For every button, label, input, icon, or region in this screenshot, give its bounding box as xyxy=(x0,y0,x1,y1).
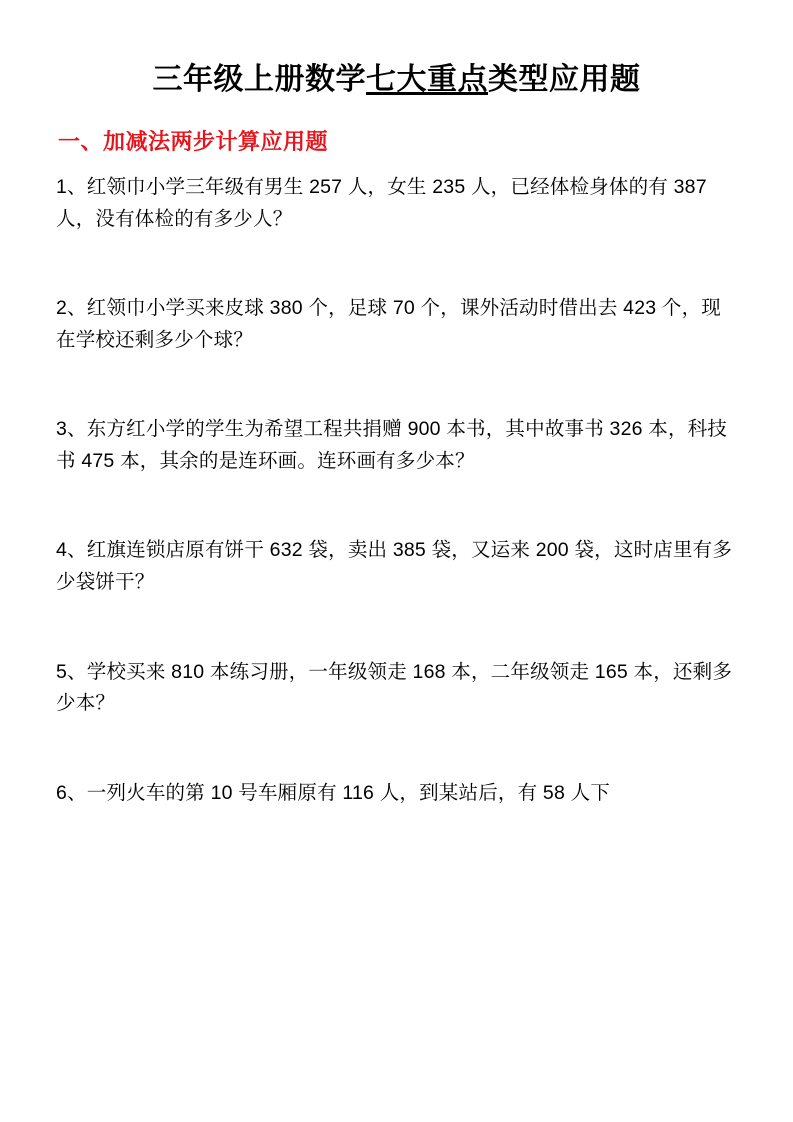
problem-item: 4、红旗连锁店原有饼干 632 袋，卖出 385 袋，又运来 200 袋，这时店里有多少袋饼干？ xyxy=(56,539,733,594)
page-title xyxy=(56,60,737,99)
problem-list xyxy=(56,172,737,809)
problem-item: 2、红领巾小学买来皮球 380 个，足球 70 个，课外活动时借出去 423 个，现在学校还剩多少个球？ xyxy=(56,297,722,351)
problem-item: 5、学校买来 810 本练习册，一年级领走 168 本，二年级领走 165 本，还剩多少本？ xyxy=(56,660,733,715)
problem-item: 3、东方红小学的学生为希望工程共捐赠 900 本书，其中故事书 326 本，科技书 475 本，其余的是连环画。连环画有多少本？ xyxy=(56,418,728,472)
section-heading: 一、加减法两步计算应用题 xyxy=(58,129,329,154)
title-underlined-part: 七大重点 xyxy=(366,63,488,96)
title-part-1: 三年级上册数学 xyxy=(152,63,366,96)
problem-item: 6、一列火车的第 10 号车厢原有 116 人，到某站后，有 58 人下 xyxy=(56,781,611,804)
problem-item: 1、红领巾小学三年级有男生 257 人，女生 235 人，已经体检身体的有 387 人，没有体检的有多少人？ xyxy=(56,176,707,230)
title-part-2: 类型应用题 xyxy=(488,63,641,96)
